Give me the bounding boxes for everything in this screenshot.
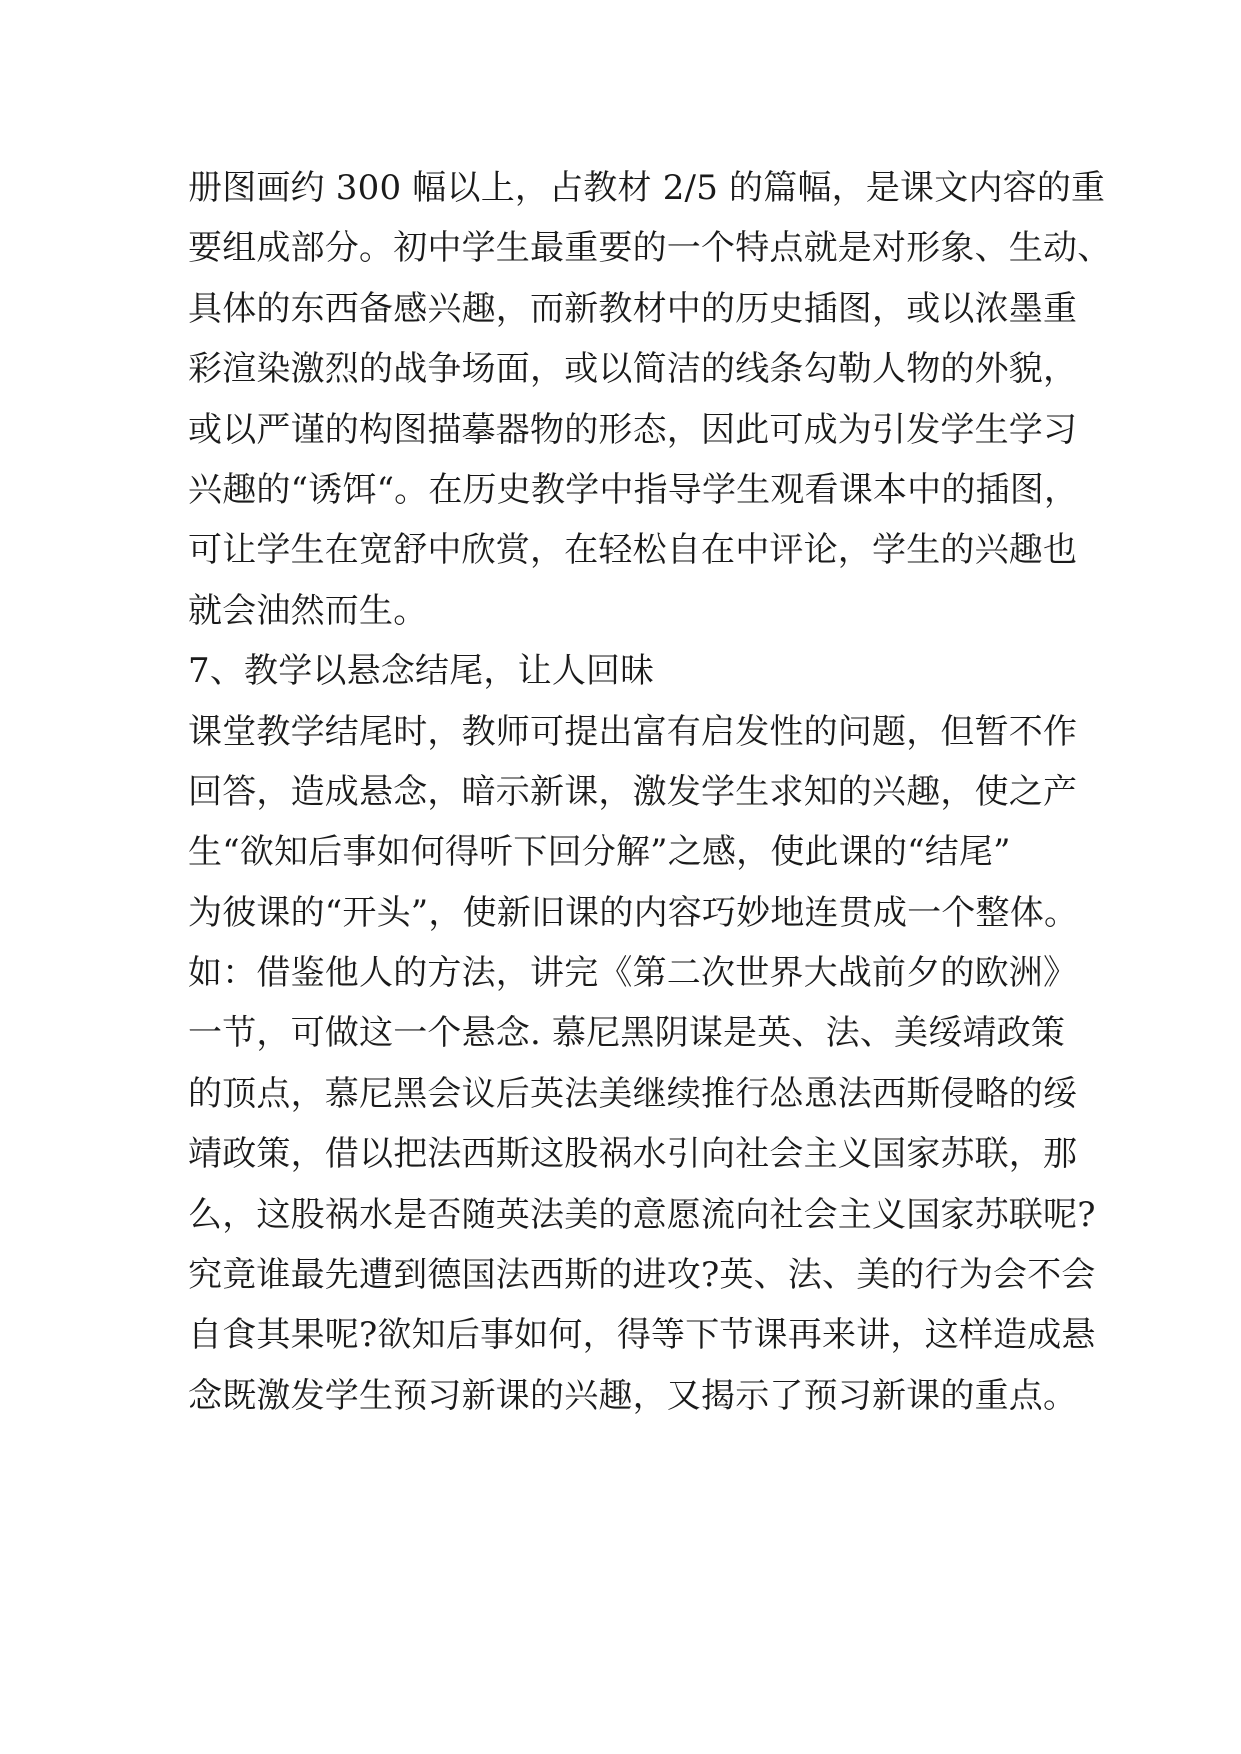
text-line: 一节，可做这一个悬念. 慕尼黑阴谋是英、法、美绥靖政策 xyxy=(188,1013,1066,1054)
body-text xyxy=(188,158,1112,1426)
text-line: 究竟谁最先遭到德国法西斯的进攻?英、法、美的行为会不会 xyxy=(188,1255,1096,1296)
text-line: 册图画约 300 幅以上，占教材 2/5 的篇幅，是课文内容的重 xyxy=(188,168,1106,208)
text-line: 彩渲染激烈的战争场面，或以简洁的线条勾勒人物的外貌， xyxy=(188,349,1078,390)
text-line: 可让学生在宽舒中欣赏，在轻松自在中评论，学生的兴趣也 xyxy=(188,530,1078,571)
text-line: 就会油然而生。 xyxy=(188,590,428,631)
text-line: 课堂教学结尾时，教师可提出富有启发性的问题，但暂不作 xyxy=(188,711,1078,752)
text-line: 要组成部分。初中学生最重要的一个特点就是对形象、生动、 xyxy=(188,228,1112,269)
text-line: 念既激发学生预习新课的兴趣，又揭示了预习新课的重点。 xyxy=(188,1375,1078,1416)
text-line: 兴趣的“诱饵“。在历史教学中指导学生观看课本中的插图， xyxy=(188,469,1079,510)
text-line: 自食其果呢?欲知后事如何，得等下节课再来讲，这样造成悬 xyxy=(188,1315,1096,1356)
text-line: 如：借鉴他人的方法，讲完《第二次世界大战前夕的欧洲》 xyxy=(188,953,1078,994)
text-line: 具体的东西备感兴趣，而新教材中的历史插图，或以浓墨重 xyxy=(188,288,1078,329)
text-line: 或以严谨的构图描摹器物的形态，因此可成为引发学生学习 xyxy=(188,409,1078,450)
text-line: 的顶点，慕尼黑会议后英法美继续推行怂恿法西斯侵略的绥 xyxy=(188,1073,1078,1114)
text-line: 为彼课的“开头”，使新旧课的内容巧妙地连贯成一个整体。 xyxy=(188,892,1079,933)
text-line: 靖政策，借以把法西斯这股祸水引向社会主义国家苏联，那 xyxy=(188,1134,1078,1175)
text-line: 生“欲知后事如何得听下回分解”之感，使此课的“结尾” xyxy=(188,832,1011,873)
text-line: 回答，造成悬念，暗示新课，激发学生求知的兴趣，使之产 xyxy=(188,771,1078,812)
section-heading: 7、教学以悬念结尾，让人回昧 xyxy=(188,651,655,692)
text-line: 么，这股祸水是否随英法美的意愿流向社会主义国家苏联呢? xyxy=(188,1194,1096,1235)
